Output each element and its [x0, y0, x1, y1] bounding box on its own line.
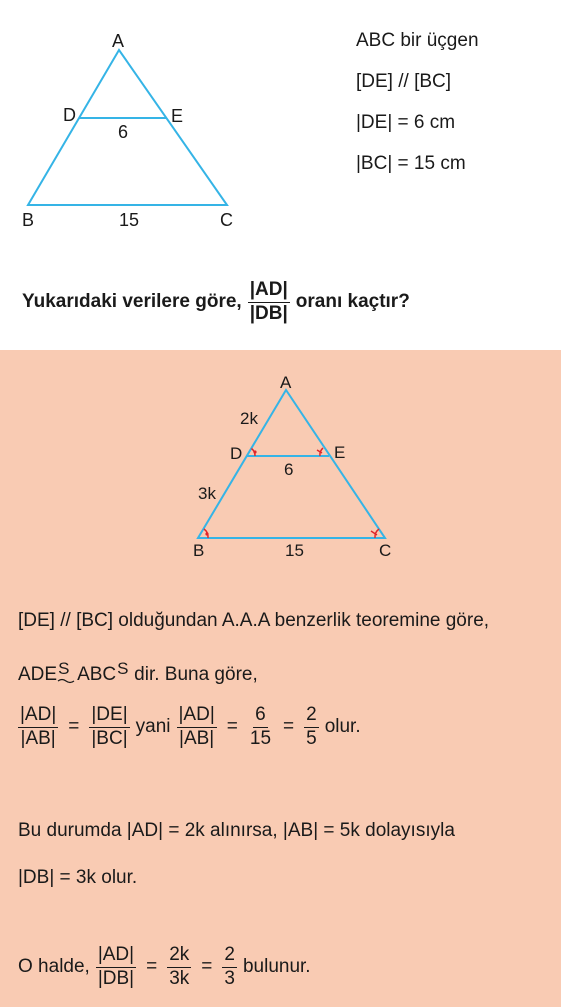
vertex-label-e: E	[171, 106, 184, 126]
sol-de-length-label: 6	[284, 460, 294, 479]
problem-triangle-figure	[0, 0, 330, 240]
sol-vertex-label-e: E	[334, 443, 346, 462]
solution-triangle-figure	[0, 350, 561, 570]
vertex-label-d: D	[63, 105, 76, 125]
sol-vertex-label-d: D	[230, 444, 243, 463]
solution-line-4: Bu durumda |AD| = 2k alınırsa, |AB| = 5k dolayısıyla	[18, 820, 455, 841]
question-after: oranı kaçtır?	[295, 291, 410, 313]
de-length-label: 6	[118, 122, 129, 142]
similarity-abc: ABC	[77, 664, 117, 685]
question-fraction	[248, 280, 290, 325]
ratio-word-yani: yani	[135, 716, 171, 738]
sol-bc-length-label: 15	[285, 541, 304, 560]
angle-dot-d	[253, 450, 256, 453]
solution-line-1: [DE] // [BC] olduğundan A.A.A benzerlik teoremine göre,	[18, 610, 490, 631]
ratio-frac-ad-ab: $\frac{|AD|}{|AB|}$	[20, 704, 57, 749]
final-frac-2k-3k: $\frac{2k}{3k}$	[169, 944, 190, 989]
vertex-label-a: A	[112, 31, 125, 51]
given-line-2: [DE] // [BC]	[356, 71, 452, 92]
solution-panel	[0, 350, 561, 1007]
final-equation: O halde, $\frac{|AD|}{|DB|}$ = $\frac{2k}{3k}$ = $\frac{2}{3}$ bulunur.	[18, 944, 311, 989]
db-label: 3k	[198, 484, 216, 503]
vertex-label-b: B	[22, 210, 35, 230]
question-fraction-numerator: |AD|	[248, 280, 290, 303]
ratio-equation: $\frac{|AD|}{|AB|}$ = $\frac{|DE|}{|BC|}$ yani $\frac{|AD|}{|AB|}$ = $\frac{6}{15}$ = $\frac{2}{5}$ olur.	[20, 704, 361, 749]
final-start: O halde,	[18, 956, 90, 978]
final-end: bulunur.	[242, 956, 311, 978]
ratio-frac-ad-ab-2: $\frac{|AD|}{|AB|}$	[178, 704, 215, 749]
final-frac-2-3: $\frac{2}{3}$	[224, 944, 235, 989]
sol-vertex-label-a: A	[280, 373, 292, 392]
given-line-3: |DE| = 6 cm	[356, 112, 456, 133]
ratio-frac-6-15: $\frac{6}{15}$	[249, 704, 272, 749]
problem-panel	[0, 0, 561, 350]
question-before: Yukarıdaki verilere göre,	[22, 291, 242, 313]
given-line-1: ABC bir üçgen	[356, 30, 479, 51]
angle-dot-b	[205, 532, 208, 535]
question-fraction-denominator: |DB|	[249, 302, 288, 324]
bc-length-label: 15	[119, 210, 140, 230]
similarity-ade: ADE	[18, 664, 58, 685]
final-frac-ad-db: $\frac{|AD|}{|DB|}$	[97, 944, 135, 989]
sol-vertex-label-c: C	[379, 541, 392, 560]
ratio-end: olur.	[324, 716, 361, 738]
similarity-symbol-1: S	[57, 665, 75, 685]
solution-line-2	[18, 659, 258, 686]
question-text	[22, 280, 410, 325]
solution-line-2-end: dir. Buna göre,	[134, 664, 258, 685]
vertex-label-c: C	[220, 210, 233, 230]
solution-line-5: |DB| = 3k olur.	[18, 867, 138, 888]
ratio-frac-2-5: $\frac{2}{5}$	[306, 704, 317, 749]
similarity-symbol-2: S	[117, 659, 129, 678]
sol-vertex-label-b: B	[193, 541, 205, 560]
ratio-frac-de-bc: $\frac{|DE|}{|BC|}$	[91, 704, 128, 749]
ad-label: 2k	[240, 409, 258, 428]
given-line-4: |BC| = 15 cm	[356, 153, 466, 174]
